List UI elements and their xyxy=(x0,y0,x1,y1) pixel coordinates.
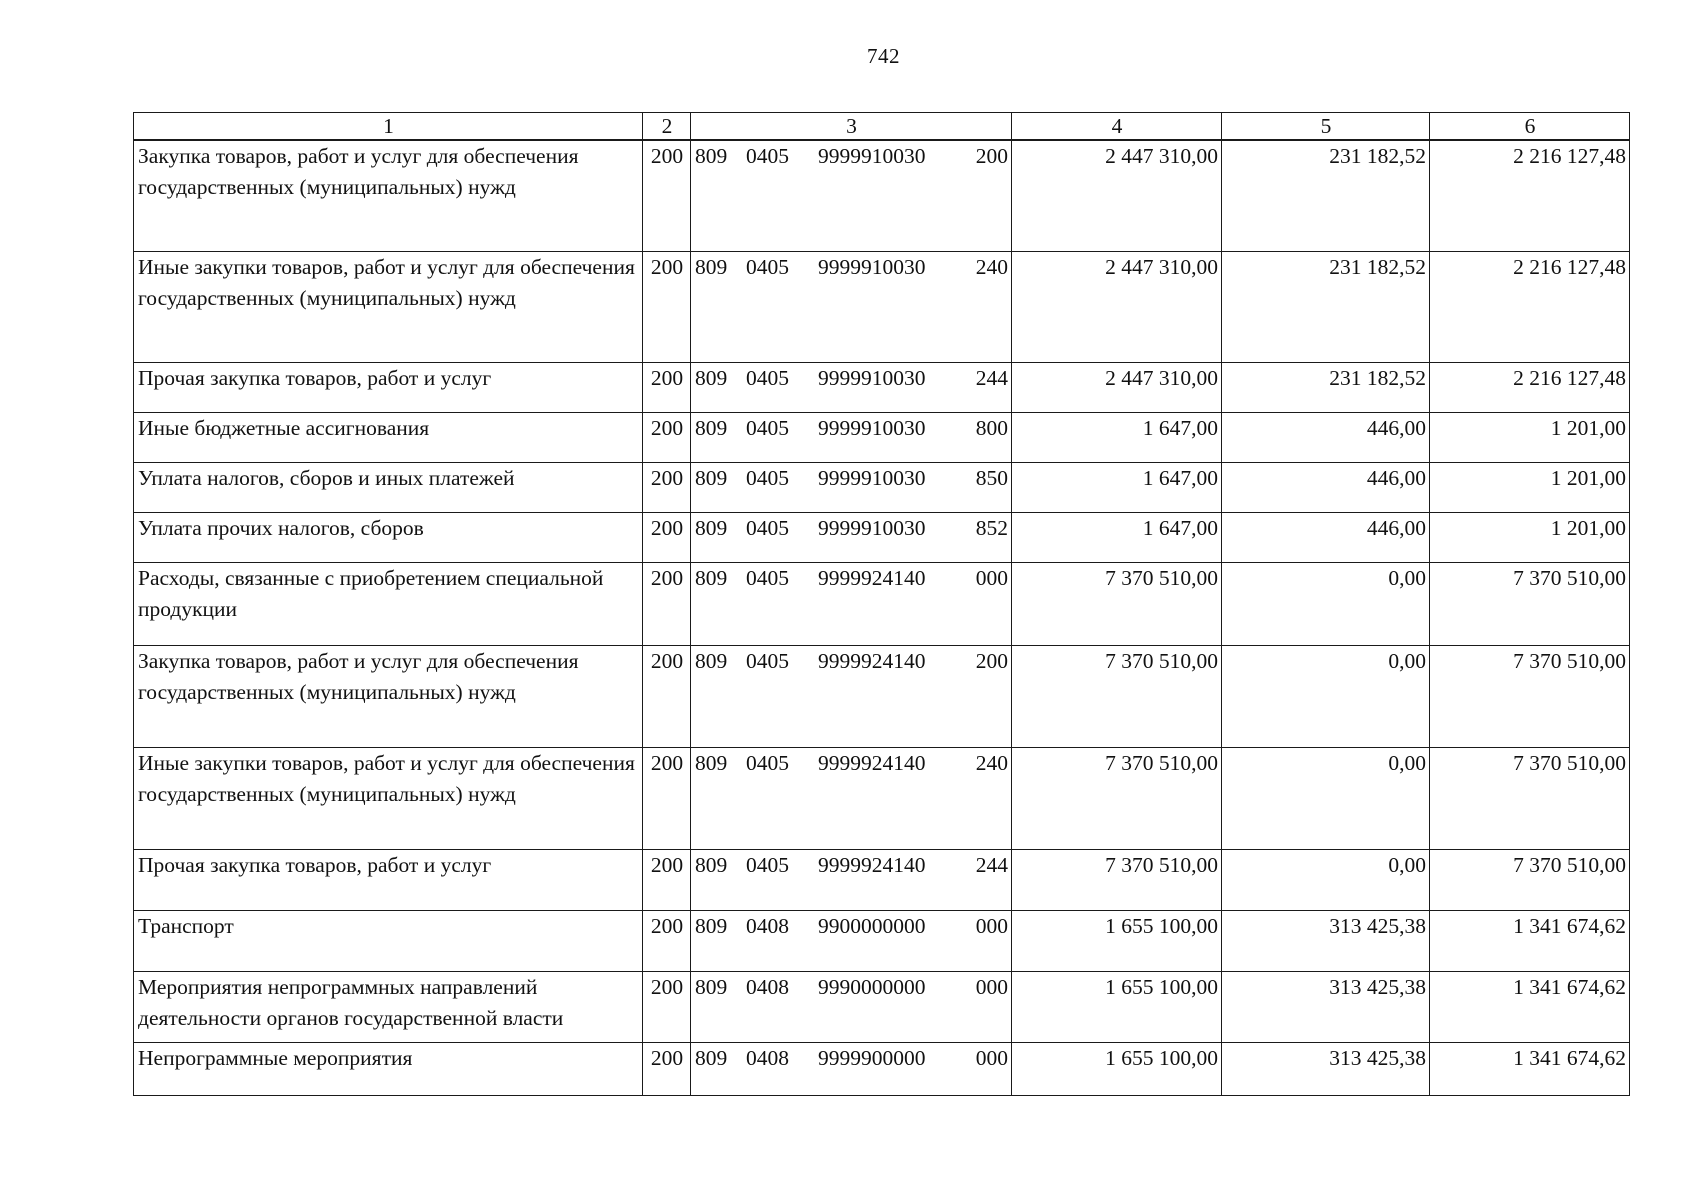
ved-code: 809 xyxy=(695,144,728,168)
row-classification xyxy=(691,562,1012,645)
table-row xyxy=(134,140,1630,251)
table-row xyxy=(134,512,1630,562)
table-row xyxy=(134,562,1630,645)
row-name: Иные закупки товаров, работ и услуг для обеспечения государственных (муниципальных) нужд xyxy=(134,251,643,362)
row-classification xyxy=(691,512,1012,562)
target-code: 9990000000 xyxy=(818,974,926,999)
ved-code: 809 xyxy=(695,974,728,999)
section-code: 0405 xyxy=(746,144,789,168)
target-code: 9999910030 xyxy=(818,415,926,440)
row-remainder: 7 370 510,00 xyxy=(1430,849,1630,910)
row-name: Непрограммные мероприятия xyxy=(134,1042,643,1095)
expense-kind-code: 244 xyxy=(975,852,1008,877)
row-plan: 1 655 100,00 xyxy=(1012,1042,1222,1095)
row-code: 200 xyxy=(643,562,691,645)
row-executed: 313 425,38 xyxy=(1222,1042,1430,1095)
table-row xyxy=(134,251,1630,362)
ved-code: 809 xyxy=(695,254,728,279)
ved-code: 809 xyxy=(695,465,728,490)
row-plan: 7 370 510,00 xyxy=(1012,562,1222,645)
row-executed: 231 182,52 xyxy=(1222,140,1430,251)
header-col-5: 5 xyxy=(1222,113,1430,141)
expense-kind-code: 000 xyxy=(975,913,1008,938)
target-code: 9999910030 xyxy=(818,515,926,540)
row-name: Транспорт xyxy=(134,910,643,971)
row-code: 200 xyxy=(643,362,691,412)
section-code: 0405 xyxy=(746,415,789,440)
header-col-1: 1 xyxy=(134,113,643,141)
row-code: 200 xyxy=(643,971,691,1042)
row-code: 200 xyxy=(643,747,691,849)
row-classification xyxy=(691,645,1012,747)
table-row xyxy=(134,849,1630,910)
row-plan: 1 647,00 xyxy=(1012,412,1222,462)
row-remainder: 1 341 674,62 xyxy=(1430,1042,1630,1095)
row-name: Иные бюджетные ассигнования xyxy=(134,412,643,462)
row-plan: 7 370 510,00 xyxy=(1012,645,1222,747)
row-executed: 0,00 xyxy=(1222,849,1430,910)
row-name: Расходы, связанные с приобретением специальной продукции xyxy=(134,562,643,645)
row-classification xyxy=(691,362,1012,412)
row-name: Иные закупки товаров, работ и услуг для обеспечения государственных (муниципальных) нужд xyxy=(134,747,643,849)
section-code: 0408 xyxy=(746,974,789,999)
ved-code: 809 xyxy=(695,648,728,673)
table-row xyxy=(134,971,1630,1042)
target-code: 9999910030 xyxy=(818,254,926,279)
target-code: 9999924140 xyxy=(818,750,926,775)
section-code: 0405 xyxy=(746,750,789,775)
row-remainder: 1 341 674,62 xyxy=(1430,971,1630,1042)
row-code: 200 xyxy=(643,910,691,971)
row-remainder: 1 201,00 xyxy=(1430,512,1630,562)
target-code: 9999910030 xyxy=(818,365,926,390)
row-name: Прочая закупка товаров, работ и услуг xyxy=(134,362,643,412)
row-executed: 446,00 xyxy=(1222,512,1430,562)
row-remainder: 2 216 127,48 xyxy=(1430,140,1630,251)
target-code: 9999910030 xyxy=(818,465,926,490)
ved-code: 809 xyxy=(695,750,728,775)
row-plan: 2 447 310,00 xyxy=(1012,251,1222,362)
row-name: Закупка товаров, работ и услуг для обеспечения государственных (муниципальных) нужд xyxy=(134,140,643,251)
row-plan: 2 447 310,00 xyxy=(1012,362,1222,412)
table-row xyxy=(134,910,1630,971)
row-plan: 2 447 310,00 xyxy=(1012,140,1222,251)
row-code: 200 xyxy=(643,512,691,562)
row-code: 200 xyxy=(643,412,691,462)
row-classification xyxy=(691,1042,1012,1095)
row-remainder: 1 201,00 xyxy=(1430,462,1630,512)
section-code: 0408 xyxy=(746,913,789,938)
row-executed: 0,00 xyxy=(1222,645,1430,747)
section-code: 0405 xyxy=(746,254,789,279)
expense-kind-code: 200 xyxy=(975,144,1008,168)
section-code: 0405 xyxy=(746,852,789,877)
row-remainder: 1 201,00 xyxy=(1430,412,1630,462)
target-code: 9999924140 xyxy=(818,565,926,590)
row-name: Уплата прочих налогов, сборов xyxy=(134,512,643,562)
row-remainder: 7 370 510,00 xyxy=(1430,747,1630,849)
section-code: 0405 xyxy=(746,365,789,390)
page-number: 742 xyxy=(867,44,900,68)
row-executed: 231 182,52 xyxy=(1222,362,1430,412)
row-remainder: 2 216 127,48 xyxy=(1430,251,1630,362)
target-code: 9900000000 xyxy=(818,913,926,938)
section-code: 0405 xyxy=(746,515,789,540)
row-code: 200 xyxy=(643,251,691,362)
row-remainder: 1 341 674,62 xyxy=(1430,910,1630,971)
ved-code: 809 xyxy=(695,852,728,877)
expense-kind-code: 852 xyxy=(975,515,1008,540)
row-code: 200 xyxy=(643,1042,691,1095)
section-code: 0408 xyxy=(746,1045,789,1070)
expense-kind-code: 240 xyxy=(975,750,1008,775)
row-remainder: 7 370 510,00 xyxy=(1430,645,1630,747)
expense-kind-code: 000 xyxy=(975,1045,1008,1070)
row-classification xyxy=(691,140,1012,251)
row-executed: 446,00 xyxy=(1222,412,1430,462)
header-col-6: 6 xyxy=(1430,113,1630,141)
row-executed: 446,00 xyxy=(1222,462,1430,512)
row-name: Прочая закупка товаров, работ и услуг xyxy=(134,849,643,910)
ved-code: 809 xyxy=(695,515,728,540)
row-plan: 1 655 100,00 xyxy=(1012,910,1222,971)
row-plan: 7 370 510,00 xyxy=(1012,849,1222,910)
row-classification xyxy=(691,971,1012,1042)
target-code: 9999900000 xyxy=(818,1045,926,1070)
row-executed: 313 425,38 xyxy=(1222,910,1430,971)
table-row xyxy=(134,412,1630,462)
row-name: Мероприятия непрограммных направлений деятельности органов государственной власти xyxy=(134,971,643,1042)
target-code: 9999910030 xyxy=(818,144,926,168)
expense-kind-code: 200 xyxy=(975,648,1008,673)
row-name: Закупка товаров, работ и услуг для обеспечения государственных (муниципальных) нужд xyxy=(134,645,643,747)
row-plan: 1 647,00 xyxy=(1012,462,1222,512)
ved-code: 809 xyxy=(695,565,728,590)
row-executed: 231 182,52 xyxy=(1222,251,1430,362)
row-classification xyxy=(691,747,1012,849)
expense-kind-code: 244 xyxy=(975,365,1008,390)
row-classification xyxy=(691,251,1012,362)
row-name: Уплата налогов, сборов и иных платежей xyxy=(134,462,643,512)
section-code: 0405 xyxy=(746,465,789,490)
header-col-4: 4 xyxy=(1012,113,1222,141)
row-plan: 1 647,00 xyxy=(1012,512,1222,562)
target-code: 9999924140 xyxy=(818,648,926,673)
ved-code: 809 xyxy=(695,1045,728,1070)
row-code: 200 xyxy=(643,645,691,747)
expense-kind-code: 240 xyxy=(975,254,1008,279)
expense-kind-code: 000 xyxy=(975,974,1008,999)
ved-code: 809 xyxy=(695,415,728,440)
target-code: 9999924140 xyxy=(818,852,926,877)
budget-table xyxy=(133,112,1630,1096)
ved-code: 809 xyxy=(695,365,728,390)
row-classification xyxy=(691,462,1012,512)
table-row xyxy=(134,362,1630,412)
header-col-2: 2 xyxy=(643,113,691,141)
row-code: 200 xyxy=(643,849,691,910)
row-plan: 7 370 510,00 xyxy=(1012,747,1222,849)
expense-kind-code: 850 xyxy=(975,465,1008,490)
row-plan: 1 655 100,00 xyxy=(1012,971,1222,1042)
row-classification xyxy=(691,910,1012,971)
table-row xyxy=(134,462,1630,512)
expense-kind-code: 800 xyxy=(975,415,1008,440)
row-executed: 0,00 xyxy=(1222,747,1430,849)
table-row xyxy=(134,645,1630,747)
table-row xyxy=(134,1042,1630,1095)
section-code: 0405 xyxy=(746,565,789,590)
section-code: 0405 xyxy=(746,648,789,673)
row-remainder: 7 370 510,00 xyxy=(1430,562,1630,645)
header-row xyxy=(134,113,1630,141)
table-row xyxy=(134,747,1630,849)
row-classification xyxy=(691,849,1012,910)
row-executed: 0,00 xyxy=(1222,562,1430,645)
header-col-3: 3 xyxy=(691,113,1012,141)
row-executed: 313 425,38 xyxy=(1222,971,1430,1042)
row-remainder: 2 216 127,48 xyxy=(1430,362,1630,412)
row-code: 200 xyxy=(643,140,691,251)
row-classification xyxy=(691,412,1012,462)
ved-code: 809 xyxy=(695,913,728,938)
row-code: 200 xyxy=(643,462,691,512)
expense-kind-code: 000 xyxy=(975,565,1008,590)
